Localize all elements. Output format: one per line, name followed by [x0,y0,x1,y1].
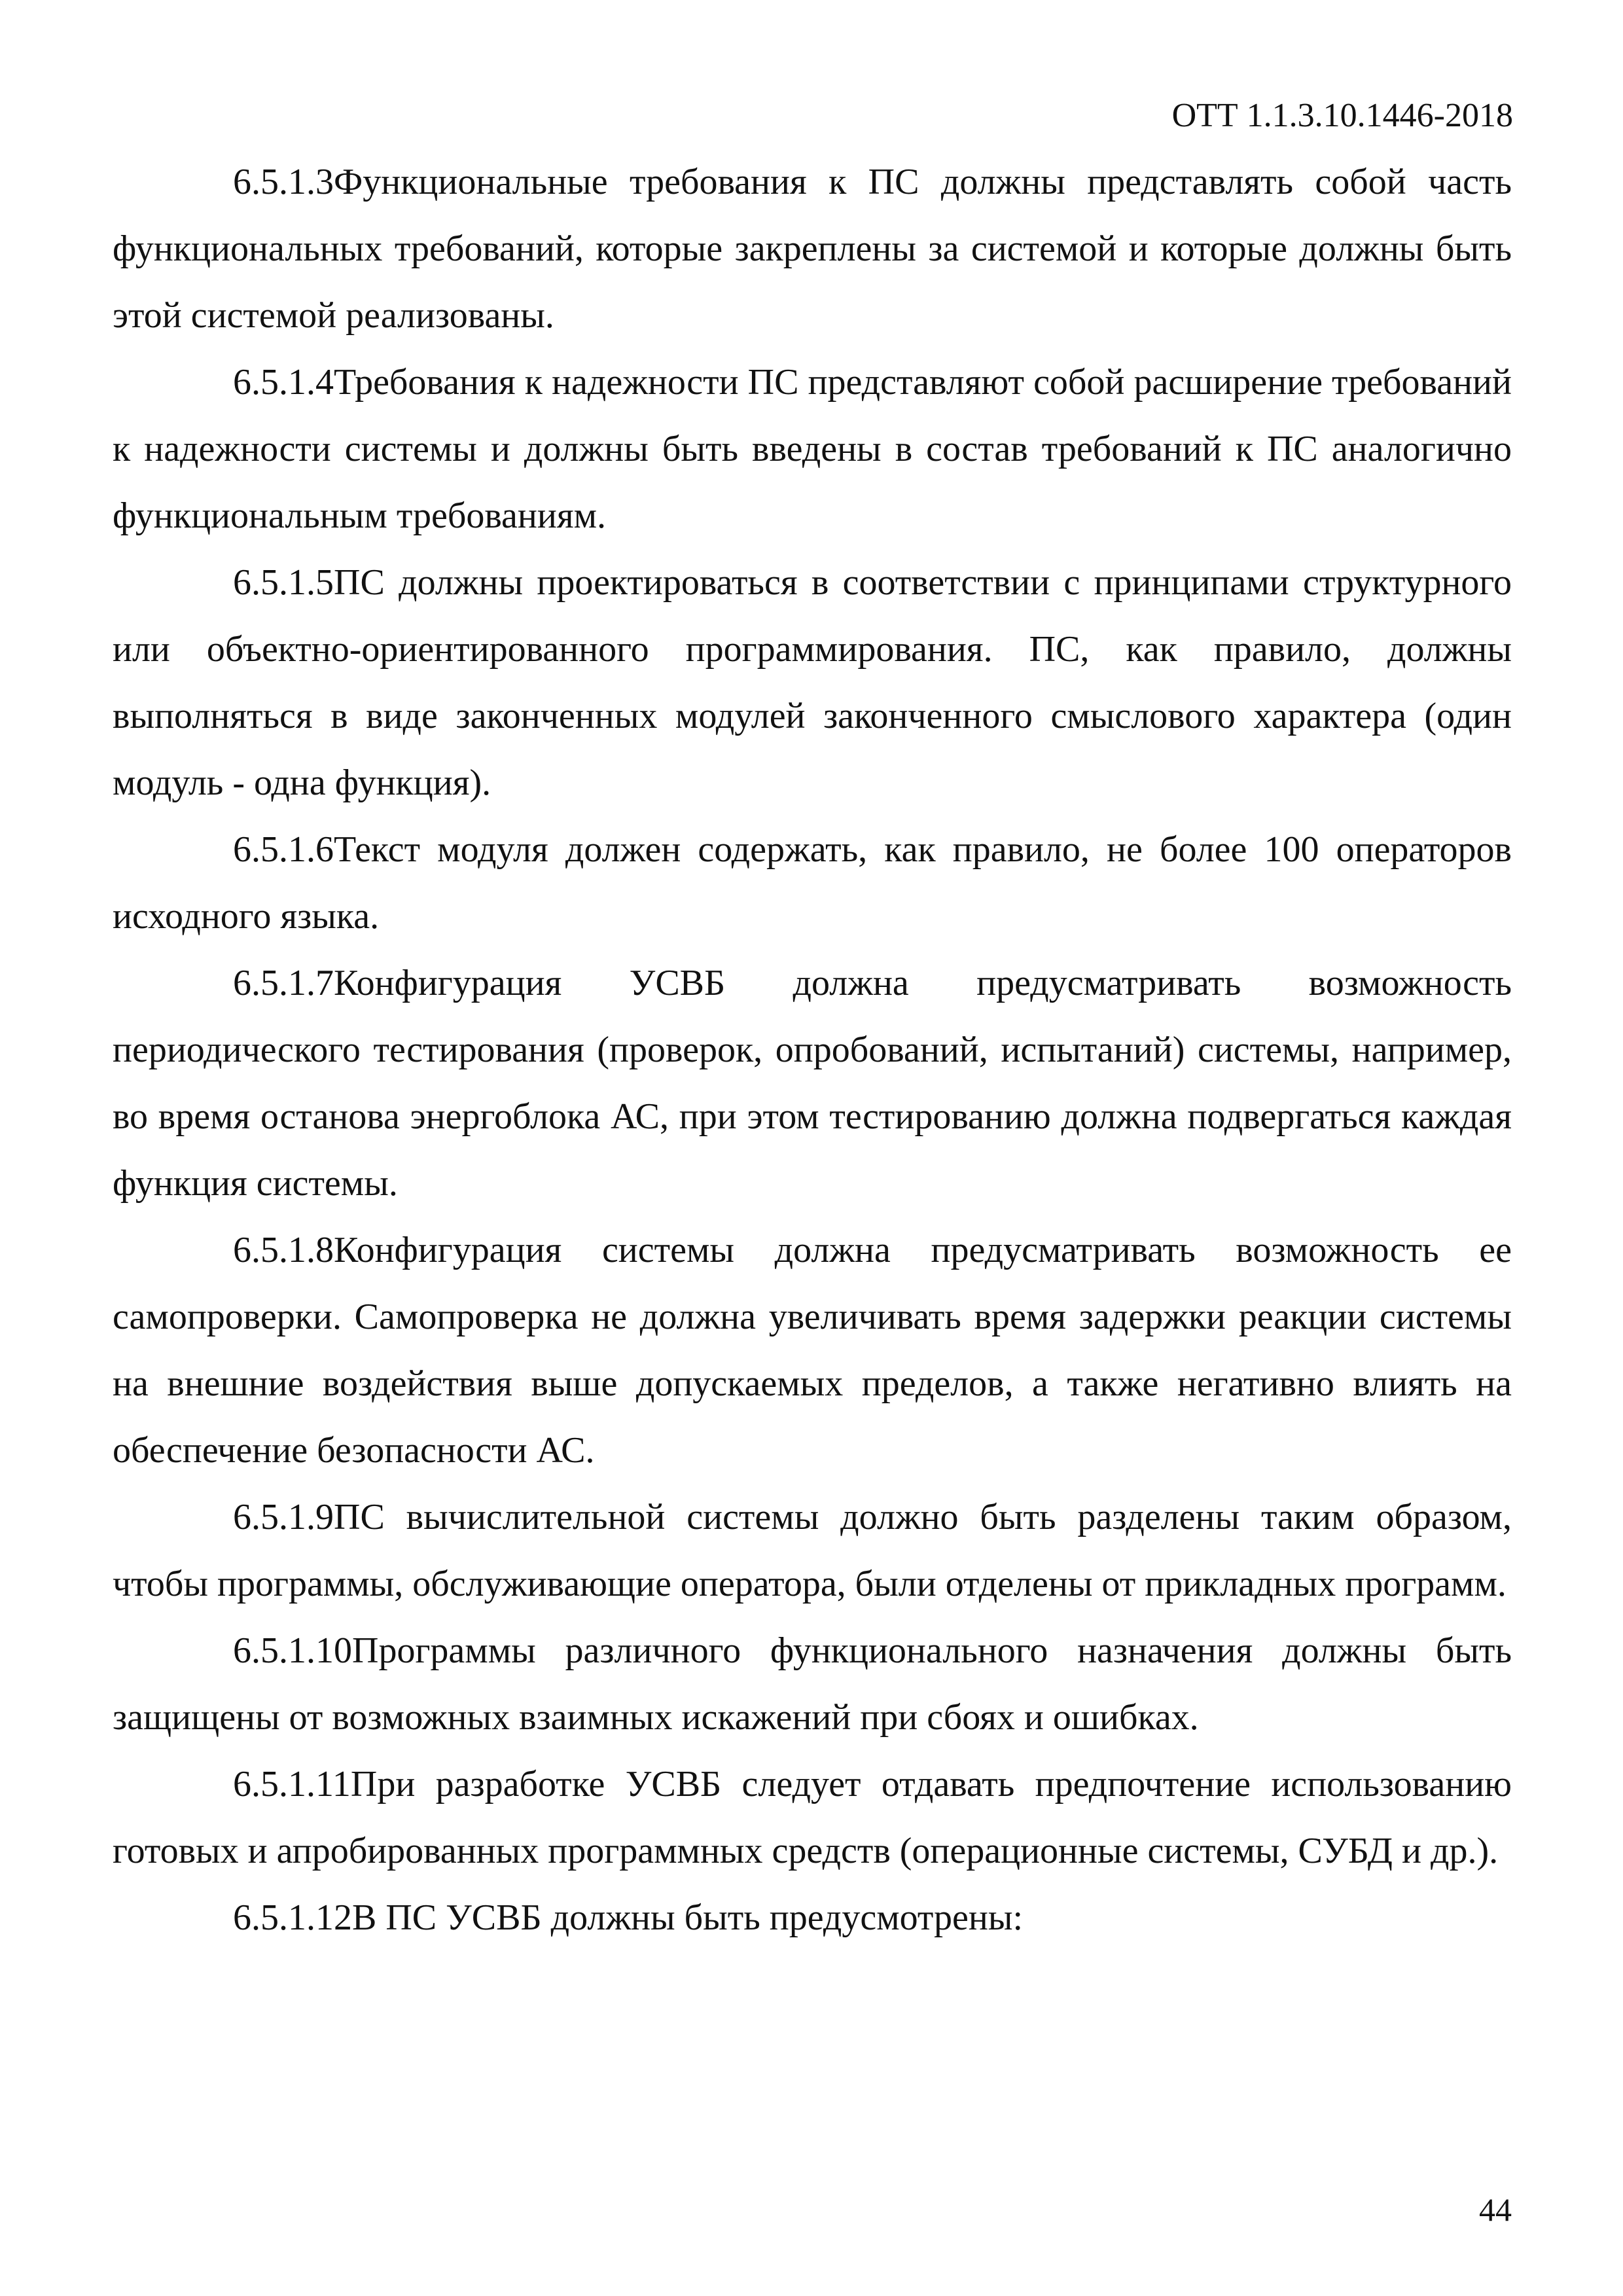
paragraph [113,1884,1512,1951]
paragraph-text: Текст модуля должен содержать, как правило, не более 100 операторов исходного языка. [113,829,1512,937]
paragraph-number: 6.5.1.4 [233,362,334,403]
paragraph-number: 6.5.1.10 [233,1630,352,1671]
paragraph-text: В ПС УСВБ должны быть предусмотрены: [352,1897,1024,1938]
paragraph [113,950,1512,1217]
paragraph [113,549,1512,816]
paragraph-text: Программы различного функционального назначения должны быть защищены от возможных взаимных искажений при сбоях и ошибках. [113,1630,1512,1738]
paragraph-number: 6.5.1.5 [233,562,334,603]
paragraph-text: ПС вычислительной системы должно быть разделены таким образом, чтобы программы, обслуживающие оператора, были отделены от прикладных программ. [113,1497,1512,1604]
paragraph [113,1751,1512,1884]
paragraph-number: 6.5.1.6 [233,829,334,870]
paragraph-number: 6.5.1.7 [233,963,334,1003]
paragraph [113,349,1512,549]
paragraph-text: Функциональные требования к ПС должны представлять собой часть функциональных требований, которые закреплены за системой и которые должны быть этой системой реализованы. [113,162,1512,336]
page-number: 44 [1479,2191,1512,2228]
document-code: ОТТ 1.1.3.10.1446-2018 [1171,97,1513,134]
paragraph-number: 6.5.1.9 [233,1497,334,1537]
paragraph-text: Конфигурация УСВБ должна предусматривать возможность периодического тестирования (проверок, опробований, испытаний) системы, например, во время останова энергоблока АС, при этом тестированию должна подвергаться каждая функция системы. [113,963,1512,1204]
paragraph-text: ПС должны проектироваться в соответствии с принципами структурного или объектно-ориентированного программирования. ПС, как правило, должны выполняться в виде законченных модулей законченного смыслового характера (один модуль - одна функция). [113,562,1512,803]
paragraph-text: При разработке УСВБ следует отдавать предпочтение использованию готовых и апробированных программных средств (операционные системы, СУБД и др.). [113,1764,1512,1871]
paragraph-number: 6.5.1.12 [233,1897,352,1938]
paragraph-number: 6.5.1.8 [233,1230,334,1270]
paragraph-text: Требования к надежности ПС представляют собой расширение требований к надежности системы и должны быть введены в состав требований к ПС аналогично функциональным требованиям. [113,362,1512,536]
paragraph [113,816,1512,950]
paragraph-text: Конфигурация системы должна предусматривать возможность ее самопроверки. Самопроверка не должна увеличивать время задержки реакции системы на внешние воздействия выше допускаемых пределов, а также негативно влиять на обеспечение безопасности АС. [113,1230,1512,1471]
paragraph [113,1217,1512,1484]
paragraph [113,1484,1512,1617]
paragraph-number: 6.5.1.11 [233,1764,351,1804]
paragraph [113,149,1512,349]
document-body [113,149,1512,1951]
paragraph-number: 6.5.1.3 [233,162,334,202]
paragraph [113,1617,1512,1751]
